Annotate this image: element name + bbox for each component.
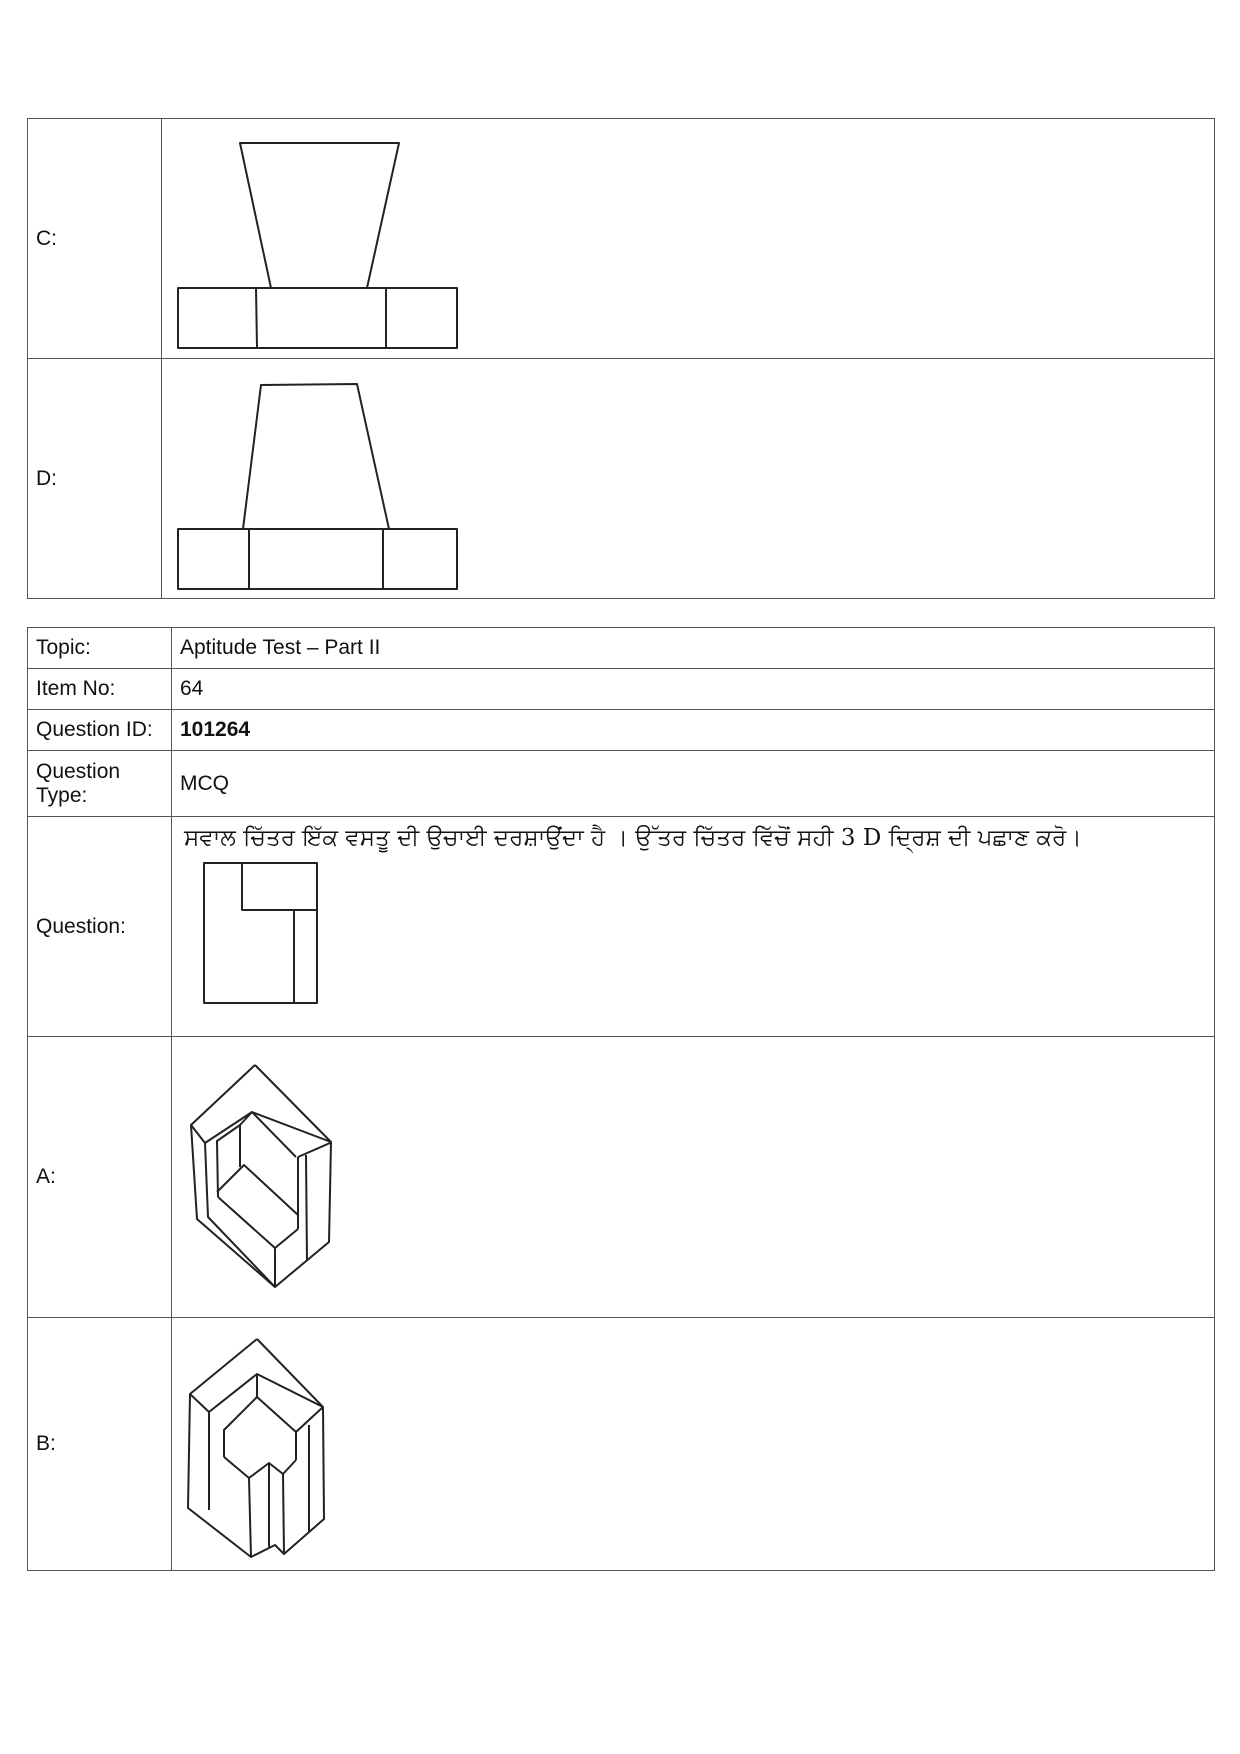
option-d-figure-cell (162, 359, 1215, 599)
option-d-trapezoid (243, 384, 389, 529)
option-b-figure-cell (172, 1318, 1215, 1571)
question-cell (172, 817, 1215, 1037)
topic-label: Topic: (28, 628, 172, 669)
option-b-isometric-shape (188, 1339, 324, 1557)
option-a-figure (172, 1047, 362, 1307)
question-table (27, 627, 1215, 1571)
question-type-row (28, 751, 1215, 817)
question-id-row (28, 710, 1215, 751)
option-d-label: D: (28, 359, 162, 599)
question-row (28, 817, 1215, 1037)
option-c-figure-cell (162, 119, 1215, 359)
item-no-value: 64 (172, 669, 1215, 710)
topic-row (28, 628, 1215, 669)
option-a-isometric-shape (191, 1065, 331, 1287)
option-d-figure (162, 366, 462, 592)
question-figure-notch (242, 863, 317, 910)
question-figure-outline (204, 863, 317, 1003)
option-a-label: A: (28, 1037, 172, 1318)
question-label: Question: (28, 817, 172, 1037)
option-c-base-divider-left (256, 288, 257, 348)
option-d-base (178, 529, 457, 589)
question-type-label: Question Type: (28, 751, 172, 817)
option-b-label: B: (28, 1318, 172, 1571)
option-a-figure-cell (172, 1037, 1215, 1318)
item-no-label: Item No: (28, 669, 172, 710)
item-no-row (28, 669, 1215, 710)
question-figure (190, 857, 330, 1015)
option-row-c (28, 119, 1215, 359)
question-type-value: MCQ (172, 751, 1215, 817)
option-b-figure (172, 1322, 352, 1567)
question-id-label: Question ID: (28, 710, 172, 751)
option-row-a (28, 1037, 1215, 1318)
question-id-value: 101264 (172, 710, 1215, 751)
prev-question-options-table (27, 118, 1215, 599)
option-row-b (28, 1318, 1215, 1571)
option-c-base (178, 288, 457, 348)
option-c-label: C: (28, 119, 162, 359)
option-row-d (28, 359, 1215, 599)
option-c-figure (162, 126, 462, 352)
question-text: ਸਵਾਲ ਚਿੱਤਰ ਇੱਕ ਵਸਤੂ ਦੀ ਉਚਾਈ ਦਰਸ਼ਾਉਂਦਾ ਹੈ । ਉੱਤਰ ਚਿੱਤਰ ਵਿੱਚੋਂ ਸਹੀ 3 D ਦ੍ਰਿਸ਼ ਦੀ ਪਛਾਣ ਕਰੋ। (184, 825, 1082, 851)
option-c-trapezoid (240, 143, 399, 288)
topic-value: Aptitude Test – Part II (172, 628, 1215, 669)
